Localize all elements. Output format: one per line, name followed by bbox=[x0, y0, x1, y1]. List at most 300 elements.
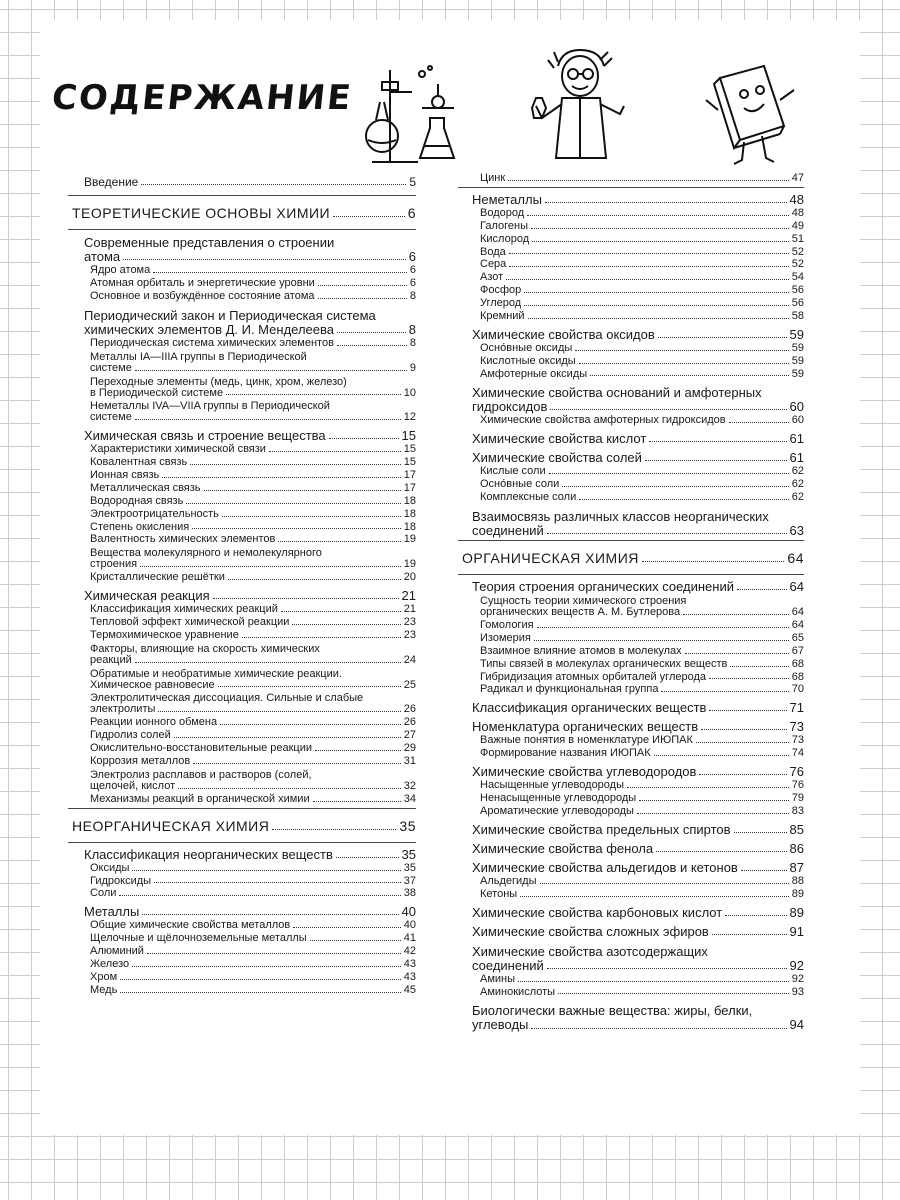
toc-entry-ch[interactable] bbox=[84, 429, 416, 443]
toc-entry-sub[interactable] bbox=[90, 604, 416, 616]
toc-entry-title: Ненасыщенные углеводороды bbox=[480, 792, 637, 805]
dot-leader bbox=[329, 438, 399, 439]
toc-entry-sub[interactable] bbox=[480, 369, 804, 381]
toc-entry-sub[interactable] bbox=[480, 173, 804, 185]
toc-entry-sub[interactable] bbox=[90, 617, 416, 629]
toc-entry-title: Химические свойства фенола bbox=[472, 840, 654, 856]
toc-entry-sub[interactable] bbox=[480, 735, 804, 747]
dot-leader bbox=[528, 318, 789, 319]
dot-leader bbox=[637, 813, 789, 814]
toc-page-number: 24 bbox=[403, 653, 416, 666]
toc-entry-title: Гидролиз солей bbox=[90, 729, 171, 742]
dot-leader bbox=[119, 895, 400, 896]
dot-leader bbox=[562, 486, 788, 487]
toc-entry-sub[interactable] bbox=[90, 278, 416, 290]
dot-leader bbox=[549, 473, 789, 474]
toc-entry-sub[interactable] bbox=[90, 743, 416, 755]
dot-leader bbox=[213, 598, 399, 599]
dot-leader bbox=[226, 394, 401, 395]
section-divider bbox=[68, 842, 416, 843]
toc-page-number: 56 bbox=[791, 297, 804, 310]
toc-page-number: 89 bbox=[791, 887, 804, 900]
toc-entry-line bbox=[480, 633, 804, 645]
toc-entry-sub[interactable] bbox=[480, 889, 804, 901]
toc-entry-title: Химическая реакция bbox=[84, 588, 210, 604]
toc-page-number: 74 bbox=[791, 747, 804, 760]
toc-entry-line bbox=[90, 412, 416, 424]
toc-entry-line bbox=[90, 630, 416, 642]
toc-entry-title-line: Обратимые и необратимые химические реакции. bbox=[90, 667, 342, 680]
toc-entry-title: органических веществ А. М. Бутлерова bbox=[480, 606, 681, 619]
toc-page-number: 8 bbox=[409, 289, 416, 302]
dot-leader bbox=[272, 829, 396, 830]
toc-column-right bbox=[458, 172, 804, 1034]
toc-page-number: 76 bbox=[789, 764, 804, 780]
dot-leader bbox=[701, 729, 786, 730]
dot-leader bbox=[547, 968, 787, 969]
toc-entry-title: Хром bbox=[90, 970, 118, 983]
toc-entry-title-line: Неметаллы IVA—VIIA группы в Периодической bbox=[90, 400, 330, 413]
toc-entry-ch[interactable] bbox=[472, 861, 804, 875]
toc-entry-sub[interactable] bbox=[480, 285, 804, 297]
toc-entry-sub[interactable] bbox=[90, 572, 416, 584]
toc-page-number: 15 bbox=[403, 456, 416, 469]
toc-entry-line bbox=[480, 646, 804, 658]
section-divider bbox=[68, 808, 416, 809]
dot-leader bbox=[281, 611, 401, 612]
dot-leader bbox=[310, 940, 401, 941]
toc-entry-intro[interactable] bbox=[84, 176, 416, 189]
toc-entry-title: Реакции ионного обмена bbox=[90, 716, 218, 729]
toc-entry-sub[interactable] bbox=[90, 933, 416, 945]
toc-entry-title: Химические свойства углеводородов bbox=[472, 764, 697, 780]
toc-entry-sec[interactable] bbox=[72, 206, 416, 221]
toc-entry-line bbox=[84, 905, 416, 919]
toc-entry-sub[interactable] bbox=[90, 483, 416, 495]
toc-entry-line bbox=[480, 247, 804, 259]
toc-page-number: 15 bbox=[403, 443, 416, 456]
toc-page-number: 17 bbox=[403, 469, 416, 482]
toc-entry-line bbox=[472, 580, 804, 594]
dot-leader bbox=[579, 499, 789, 500]
toc-page-number: 26 bbox=[403, 703, 416, 716]
toc-entry-title-line: Металлы IA—IIIA группы в Периодической bbox=[90, 350, 307, 363]
toc-entry-line bbox=[90, 756, 416, 768]
toc-entry-line bbox=[480, 672, 804, 684]
toc-entry-ch[interactable] bbox=[472, 906, 804, 920]
toc-entry-title: Ионная связь bbox=[90, 469, 160, 482]
toc-entry-ch[interactable] bbox=[472, 328, 804, 342]
toc-entry-sub[interactable] bbox=[90, 376, 416, 400]
dot-leader bbox=[141, 184, 406, 185]
toc-page-number: 86 bbox=[789, 840, 804, 856]
toc-entry-title: электролиты bbox=[90, 703, 156, 716]
dot-leader bbox=[579, 363, 789, 364]
toc-page-number: 52 bbox=[791, 258, 804, 271]
toc-entry-ch[interactable] bbox=[84, 235, 416, 264]
dot-leader bbox=[729, 422, 789, 423]
toc-entry-title: Общие химические свойства металлов bbox=[90, 919, 291, 932]
toc-entry-line bbox=[90, 559, 416, 571]
toc-entry-line bbox=[480, 259, 804, 271]
toc-page-number: 64 bbox=[789, 579, 804, 595]
toc-entry-ch[interactable] bbox=[472, 944, 804, 973]
toc-page-number: 94 bbox=[789, 1017, 804, 1033]
toc-page-number: 79 bbox=[791, 792, 804, 805]
toc-entry-line bbox=[90, 572, 416, 584]
section-divider bbox=[458, 574, 804, 575]
toc-entry-title: строения bbox=[90, 558, 138, 571]
toc-entry-line bbox=[480, 987, 804, 999]
toc-entry-ch[interactable] bbox=[472, 385, 804, 414]
toc-entry-title: ОРГАНИЧЕСКАЯ ХИМИЯ bbox=[462, 550, 639, 567]
toc-entry-ch[interactable] bbox=[472, 1003, 804, 1032]
toc-entry-sub[interactable] bbox=[90, 265, 416, 277]
toc-entry-line bbox=[472, 906, 804, 920]
toc-entry-line bbox=[462, 551, 804, 566]
toc-entry-title: Щелочные и щёлочноземельные металлы bbox=[90, 932, 307, 945]
toc-entry-sub[interactable] bbox=[480, 479, 804, 491]
toc-entry-sub[interactable] bbox=[90, 717, 416, 729]
dot-leader bbox=[333, 216, 405, 217]
toc-entry-sub[interactable] bbox=[480, 876, 804, 888]
toc-entry-sub[interactable] bbox=[90, 946, 416, 958]
toc-entry-title: НЕОРГАНИЧЕСКАЯ ХИМИЯ bbox=[72, 817, 270, 834]
toc-entry-title: Амфотерные оксиды bbox=[480, 367, 588, 380]
dot-leader bbox=[656, 851, 786, 852]
toc-entry-sub[interactable] bbox=[480, 987, 804, 999]
toc-entry-line bbox=[472, 328, 804, 342]
toc-entry-sub[interactable] bbox=[90, 794, 416, 806]
toc-entry-sec[interactable] bbox=[72, 819, 416, 834]
toc-entry-title: реакций bbox=[90, 653, 132, 666]
toc-entry-ch[interactable] bbox=[472, 842, 804, 856]
toc-entry-ch[interactable] bbox=[472, 432, 804, 446]
toc-entry-line bbox=[472, 1018, 804, 1032]
toc-entry-sub[interactable] bbox=[480, 974, 804, 986]
toc-entry-title: Водород bbox=[480, 206, 525, 219]
toc-entry-sub[interactable] bbox=[480, 806, 804, 818]
toc-page-number: 26 bbox=[403, 716, 416, 729]
toc-entry-line bbox=[472, 842, 804, 856]
toc-entry-title: Атомная орбиталь и энергетические уровни bbox=[90, 276, 315, 289]
toc-entry-ch[interactable] bbox=[84, 848, 416, 862]
toc-entry-line bbox=[84, 589, 416, 603]
toc-entry-sub[interactable] bbox=[480, 659, 804, 671]
toc-page-number: 37 bbox=[403, 874, 416, 887]
toc-entry-sub[interactable] bbox=[90, 509, 416, 521]
toc-entry-title: Водородная связь bbox=[90, 494, 184, 507]
toc-entry-ch[interactable] bbox=[472, 509, 804, 538]
toc-entry-title: Химические свойства оксидов bbox=[472, 326, 655, 342]
toc-entry-sub[interactable] bbox=[480, 466, 804, 478]
dot-leader bbox=[132, 966, 401, 967]
toc-entry-title: соединений bbox=[472, 523, 544, 539]
toc-entry-line bbox=[90, 522, 416, 534]
toc-entry-title: Взаимное влияние атомов в молекулах bbox=[480, 644, 682, 657]
toc-entry-line bbox=[480, 492, 804, 504]
toc-entry-sub[interactable] bbox=[480, 343, 804, 355]
toc-entry-ch[interactable] bbox=[472, 720, 804, 734]
toc-entry-sub[interactable] bbox=[480, 272, 804, 284]
toc-entry-ch[interactable] bbox=[472, 765, 804, 779]
toc-entry-sub[interactable] bbox=[480, 492, 804, 504]
toc-entry-line bbox=[90, 278, 416, 290]
toc-entry-line bbox=[90, 704, 416, 716]
dot-leader bbox=[709, 710, 786, 711]
dot-leader bbox=[142, 914, 398, 915]
toc-entry-title: Классификация неорганических веществ bbox=[84, 846, 333, 862]
toc-entry-sub[interactable] bbox=[480, 247, 804, 259]
toc-entry-line bbox=[480, 311, 804, 323]
toc-entry-title: Валентность химических элементов bbox=[90, 533, 276, 546]
toc-entry-title: Амины bbox=[480, 972, 516, 985]
toc-entry-sub[interactable] bbox=[90, 959, 416, 971]
toc-entry-line bbox=[472, 765, 804, 779]
toc-entry-sub[interactable] bbox=[90, 522, 416, 534]
toc-entry-title-line: Факторы, влияющие на скорость химических bbox=[90, 642, 320, 655]
toc-entry-title: Химические свойства альдегидов и кетонов bbox=[472, 859, 738, 875]
toc-entry-line bbox=[84, 250, 416, 264]
toc-entry-sub[interactable] bbox=[480, 646, 804, 658]
toc-entry-ch[interactable] bbox=[472, 193, 804, 207]
toc-page-number: 88 bbox=[791, 874, 804, 887]
toc-entry-title: Осно́вные оксиды bbox=[480, 341, 573, 354]
toc-entry-line bbox=[480, 806, 804, 818]
toc-entry-line bbox=[72, 206, 416, 221]
toc-entry-sub[interactable] bbox=[90, 547, 416, 571]
toc-entry-line bbox=[480, 298, 804, 310]
toc-page-number: 51 bbox=[791, 232, 804, 245]
toc-entry-line bbox=[84, 429, 416, 443]
toc-entry-sub[interactable] bbox=[90, 291, 416, 303]
toc-entry-sub[interactable] bbox=[480, 208, 804, 220]
toc-entry-sub[interactable] bbox=[480, 748, 804, 760]
toc-entry-sub[interactable] bbox=[480, 221, 804, 233]
toc-entry-ch[interactable] bbox=[472, 823, 804, 837]
toc-entry-line bbox=[480, 735, 804, 747]
toc-entry-line bbox=[90, 509, 416, 521]
toc-page-number: 73 bbox=[791, 734, 804, 747]
dot-leader bbox=[547, 533, 787, 534]
toc-entry-title: Неметаллы bbox=[472, 191, 542, 207]
toc-entry-title: Химическая связь и строение вещества bbox=[84, 428, 326, 444]
toc-entry-sub[interactable] bbox=[90, 668, 416, 692]
toc-entry-title: Электроотрицательность bbox=[90, 507, 219, 520]
dot-leader bbox=[135, 419, 401, 420]
dot-leader bbox=[190, 464, 401, 465]
toc-entry-title-line: Химические свойства оснований и амфотерных bbox=[472, 385, 762, 401]
toc-entry-line bbox=[480, 607, 804, 619]
toc-entry-sub[interactable] bbox=[480, 415, 804, 427]
toc-page-number: 6 bbox=[407, 204, 416, 221]
toc-entry-line bbox=[90, 457, 416, 469]
toc-entry-sub[interactable] bbox=[90, 470, 416, 482]
dot-leader bbox=[518, 981, 789, 982]
dot-leader bbox=[506, 279, 789, 280]
toc-page-number: 34 bbox=[403, 792, 416, 805]
toc-entry-sub[interactable] bbox=[90, 876, 416, 888]
toc-entry-ch[interactable] bbox=[472, 925, 804, 939]
section-divider bbox=[458, 187, 804, 188]
toc-entry-title: Алюминий bbox=[90, 945, 144, 958]
dot-leader bbox=[712, 934, 787, 935]
toc-page-number: 19 bbox=[403, 558, 416, 571]
toc-entry-line bbox=[480, 208, 804, 220]
toc-entry-sub[interactable] bbox=[90, 643, 416, 667]
dot-leader bbox=[140, 566, 401, 567]
toc-entry-sub[interactable] bbox=[90, 534, 416, 546]
toc-entry-title: атома bbox=[84, 249, 121, 265]
toc-page-number: 92 bbox=[789, 957, 804, 973]
toc-page-number: 9 bbox=[409, 361, 416, 374]
toc-entry-sub[interactable] bbox=[480, 356, 804, 368]
toc-entry-line bbox=[472, 823, 804, 837]
dot-leader bbox=[135, 662, 401, 663]
toc-entry-title: Механизмы реакций в органической химии bbox=[90, 792, 310, 805]
toc-entry-title-line: Переходные элементы (медь, цинк, хром, железо) bbox=[90, 375, 347, 388]
toc-entry-title: Азот bbox=[480, 271, 504, 284]
toc-entry-sub[interactable] bbox=[480, 780, 804, 792]
toc-page-number: 71 bbox=[789, 700, 804, 716]
toc-page-number: 68 bbox=[791, 657, 804, 670]
toc-entry-title: Медь bbox=[90, 983, 118, 996]
dot-leader bbox=[242, 637, 401, 638]
toc-page-number: 45 bbox=[403, 983, 416, 996]
toc-page-number: 40 bbox=[401, 904, 416, 920]
dot-leader bbox=[509, 266, 788, 267]
toc-entry-line bbox=[90, 920, 416, 932]
toc-entry-sub[interactable] bbox=[480, 793, 804, 805]
toc-page-number: 23 bbox=[403, 615, 416, 628]
dot-leader bbox=[531, 228, 789, 229]
toc-entry-sub[interactable] bbox=[90, 769, 416, 793]
dot-leader bbox=[524, 305, 789, 306]
toc-entry-line bbox=[90, 888, 416, 900]
toc-entry-ch[interactable] bbox=[84, 308, 416, 337]
dot-leader bbox=[696, 742, 789, 743]
toc-entry-line bbox=[480, 272, 804, 284]
toc-entry-sub[interactable] bbox=[480, 672, 804, 684]
toc-page-number: 21 bbox=[403, 603, 416, 616]
toc-entry-sub[interactable] bbox=[90, 863, 416, 875]
toc-entry-sub[interactable] bbox=[480, 234, 804, 246]
toc-entry-title: Сера bbox=[480, 258, 507, 271]
toc-entry-sub[interactable] bbox=[90, 888, 416, 900]
toc-entry-ch[interactable] bbox=[472, 580, 804, 594]
dot-leader bbox=[292, 624, 400, 625]
toc-entry-sub[interactable] bbox=[90, 730, 416, 742]
toc-entry-line bbox=[480, 466, 804, 478]
toc-entry-title: химических элементов Д. И. Менделеева bbox=[84, 321, 334, 337]
toc-entry-ch[interactable] bbox=[472, 451, 804, 465]
dot-leader bbox=[174, 737, 401, 738]
toc-entry-sub[interactable] bbox=[90, 985, 416, 997]
toc-entry-sub[interactable] bbox=[90, 972, 416, 984]
dot-leader bbox=[627, 787, 789, 788]
toc-entry-title: Кислотные оксиды bbox=[480, 354, 576, 367]
toc-page-number: 6 bbox=[409, 264, 416, 277]
toc-entry-title: системе bbox=[90, 411, 132, 424]
toc-entry-line bbox=[472, 720, 804, 734]
toc-entry-sub[interactable] bbox=[480, 620, 804, 632]
toc-entry-sub[interactable] bbox=[90, 496, 416, 508]
toc-page-number: 35 bbox=[403, 861, 416, 874]
toc-entry-title: Гомология bbox=[480, 619, 534, 632]
toc-page-number: 52 bbox=[791, 245, 804, 258]
toc-page-number: 70 bbox=[791, 683, 804, 696]
lab-glassware-icon bbox=[360, 62, 460, 166]
toc-entry-sub[interactable] bbox=[480, 259, 804, 271]
toc-entry-line bbox=[480, 173, 804, 185]
toc-entry-line bbox=[480, 793, 804, 805]
toc-entry-sub[interactable] bbox=[90, 756, 416, 768]
toc-entry-ch[interactable] bbox=[84, 905, 416, 919]
toc-entry-line bbox=[90, 483, 416, 495]
toc-entry-sub[interactable] bbox=[90, 351, 416, 375]
toc-entry-ch[interactable] bbox=[472, 701, 804, 715]
toc-page-number: 10 bbox=[403, 386, 416, 399]
toc-page-number: 59 bbox=[789, 326, 804, 342]
toc-entry-sub[interactable] bbox=[90, 457, 416, 469]
toc-entry-sub[interactable] bbox=[90, 338, 416, 350]
toc-page-number: 5 bbox=[409, 175, 416, 189]
toc-entry-title-line: Сущность теории химического строения bbox=[480, 595, 687, 608]
toc-entry-title: Важные понятия в номенклатуре ИЮПАК bbox=[480, 734, 693, 747]
toc-entry-line bbox=[472, 400, 804, 414]
toc-entry-line bbox=[84, 323, 416, 337]
toc-entry-line bbox=[472, 524, 804, 538]
toc-entry-sub[interactable] bbox=[480, 595, 804, 619]
toc-page-number: 56 bbox=[791, 284, 804, 297]
dot-leader bbox=[153, 272, 407, 273]
toc-page-number: 43 bbox=[403, 957, 416, 970]
toc-entry-title: Альдегиды bbox=[480, 874, 537, 887]
dot-leader bbox=[162, 477, 400, 478]
toc-entry-sub[interactable] bbox=[90, 444, 416, 456]
toc-page-number: 91 bbox=[789, 923, 804, 939]
toc-page-number: 59 bbox=[791, 367, 804, 380]
toc-entry-title: в Периодической системе bbox=[90, 386, 224, 399]
dot-leader bbox=[186, 503, 400, 504]
toc-entry-sub[interactable] bbox=[480, 298, 804, 310]
toc-entry-sub[interactable] bbox=[480, 311, 804, 323]
toc-entry-sec[interactable] bbox=[462, 551, 804, 566]
toc-entry-title: Химическое равновесие bbox=[90, 678, 215, 691]
toc-entry-line bbox=[480, 415, 804, 427]
toc-entry-title-line: Взаимосвязь различных классов неорганических bbox=[472, 509, 769, 525]
toc-page-number: 18 bbox=[403, 494, 416, 507]
toc-entry-sub[interactable] bbox=[90, 692, 416, 716]
toc-entry-sub[interactable] bbox=[480, 684, 804, 696]
toc-page-number: 19 bbox=[403, 533, 416, 546]
toc-entry-title: Кислые соли bbox=[480, 465, 546, 478]
toc-page-number: 59 bbox=[791, 354, 804, 367]
toc-entry-title: Степень окисления bbox=[90, 520, 190, 533]
toc-entry-sub[interactable] bbox=[480, 633, 804, 645]
toc-entry-sub[interactable] bbox=[90, 400, 416, 424]
toc-page-number: 18 bbox=[403, 520, 416, 533]
toc-page-number: 73 bbox=[789, 719, 804, 735]
toc-entry-sub[interactable] bbox=[90, 630, 416, 642]
toc-entry-sub[interactable] bbox=[90, 920, 416, 932]
toc-entry-ch[interactable] bbox=[84, 589, 416, 603]
toc-entry-title-line: Периодический закон и Периодическая система bbox=[84, 307, 376, 323]
toc-entry-title-line: Электролитическая диссоциация. Сильные и слабые bbox=[90, 692, 364, 705]
toc-entry-title: Ковалентная связь bbox=[90, 456, 188, 469]
toc-entry-line bbox=[472, 861, 804, 875]
dot-leader bbox=[147, 953, 401, 954]
